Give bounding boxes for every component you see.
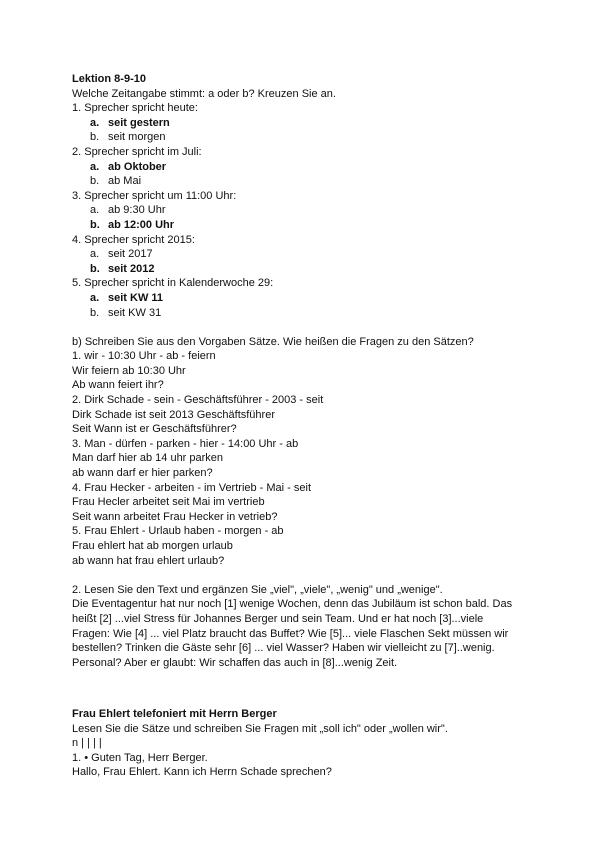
answer-option <box>72 130 542 145</box>
question-answer: Ab wann feiert ihr? <box>72 379 164 392</box>
answer-option-selected <box>72 218 542 233</box>
sentence-prompt: 4. Frau Hecker - arbeiten - im Vertrieb - Mai - seit <box>72 481 312 494</box>
question-answer: ab wann darf er hier parken? <box>72 467 213 480</box>
answer-option <box>72 174 542 189</box>
question-answer: Seit wann arbeitet Frau Hecker in vetrieb? <box>72 510 278 523</box>
option-letter: a. <box>90 160 100 173</box>
spacer <box>72 670 542 692</box>
option-text: seit morgen <box>108 131 166 144</box>
question-answer: Seit Wann ist er Geschäftsführer? <box>72 423 237 436</box>
option-letter: a. <box>90 204 100 217</box>
text-line: Fragen: Wie [4] ... viel Platz braucht das Buffet? Wie [5]... viele Flaschen Sekt müssen wir <box>72 627 509 640</box>
exercise1-instruction: Welche Zeitangabe stimmt: a oder b? Kreuzen Sie an. <box>72 87 336 100</box>
exercise2-instruction: 2. Lesen Sie den Text und ergänzen Sie „viel", „viele", „wenig" und „wenige". <box>72 583 443 596</box>
sentence-answer: Frau Hecler arbeitet seit Mai im vertrieb <box>72 496 265 509</box>
answer-option <box>72 247 542 262</box>
option-letter: b. <box>90 218 100 231</box>
option-letter: a. <box>90 248 100 261</box>
dialog-line: Hallo, Frau Ehlert. Kann ich Herrn Schade sprechen? <box>72 766 332 779</box>
option-text: seit gestern <box>108 116 170 129</box>
text-line: heißt [2] ...viel Stress für Johannes Berger und sein Team. Und er hat noch [3]...viele <box>72 612 484 625</box>
option-letter: b. <box>90 131 100 144</box>
question-prompt: 4. Sprecher spricht 2015: <box>72 233 195 246</box>
answer-option-selected <box>72 116 542 131</box>
dialog-line: 1. • Guten Tag, Herr Berger. <box>72 751 208 764</box>
text-line: Die Eventagentur hat nur noch [1] wenige Wochen, denn das Jubiläum ist schon bald. Das <box>72 598 513 611</box>
sentence-answer: Wir feiern ab 10:30 Uhr <box>72 364 186 377</box>
spacer <box>72 568 542 583</box>
text-line: bestellen? Trinken die Gäste sehr [6] ... viel Wasser? Haben wir vielleicht zu [7]..wenig. <box>72 642 495 655</box>
question-prompt: 2. Sprecher spricht im Juli: <box>72 145 202 158</box>
option-letter: b. <box>90 262 100 275</box>
option-text: seit 2012 <box>108 262 155 275</box>
marker-line: n | | | | <box>72 737 102 750</box>
sentence-answer: Dirk Schade ist seit 2013 Geschäftsführer <box>72 408 275 421</box>
question-answer: ab wann hat frau ehlert urlaub? <box>72 554 225 567</box>
document-content <box>72 72 542 780</box>
answer-option-selected <box>72 160 542 175</box>
sentence-prompt: 2. Dirk Schade - sein - Geschäftsführer - 2003 - seit <box>72 394 324 407</box>
option-text: ab 12:00 Uhr <box>108 218 175 231</box>
option-letter: b. <box>90 175 100 188</box>
lesson-title: Lektion 8-9-10 <box>72 73 146 85</box>
option-text: ab 9:30 Uhr <box>108 204 166 217</box>
question-prompt: 3. Sprecher spricht um 11:00 Uhr: <box>72 189 237 202</box>
section3-title: Frau Ehlert telefoniert mit Herrn Berger <box>72 707 277 720</box>
option-letter: a. <box>90 291 100 304</box>
spacer <box>72 692 542 707</box>
answer-option-selected <box>72 291 542 306</box>
answer-option <box>72 203 542 218</box>
question-prompt: 1. Sprecher spricht heute: <box>72 102 198 115</box>
text-line: Personal? Aber er glaubt: Wir schaffen das auch in [8]...wenig Zeit. <box>72 656 398 669</box>
sentence-prompt: 3. Man - dürfen - parken - hier - 14:00 Uhr - ab <box>72 437 299 450</box>
sentence-prompt: 1. wir - 10:30 Uhr - ab - feiern <box>72 350 216 363</box>
option-text: seit 2017 <box>108 248 153 261</box>
option-text: ab Mai <box>108 175 142 188</box>
exercise3-instruction: Lesen Sie die Sätze und schreiben Sie Fragen mit „soll ich" oder „wollen wir". <box>72 722 448 735</box>
answer-option <box>72 306 542 321</box>
sentence-answer: Frau ehlert hat ab morgen urlaub <box>72 540 233 552</box>
sentence-answer: Man darf hier ab 14 uhr parken <box>72 452 224 465</box>
option-text: seit KW 11 <box>108 291 164 304</box>
spacer <box>72 320 542 335</box>
option-letter: b. <box>90 306 100 319</box>
answer-option-selected <box>72 262 542 277</box>
option-text: seit KW 31 <box>108 306 162 319</box>
exercise-b-instruction: b) Schreiben Sie aus den Vorgaben Sätze. Wie heißen die Fragen zu den Sätzen? <box>72 335 474 348</box>
question-prompt: 5. Sprecher spricht in Kalenderwoche 29: <box>72 277 274 290</box>
option-letter: a. <box>90 116 100 129</box>
option-text: ab Oktober <box>108 160 167 173</box>
sentence-prompt: 5. Frau Ehlert - Urlaub haben - morgen - ab <box>72 525 284 538</box>
